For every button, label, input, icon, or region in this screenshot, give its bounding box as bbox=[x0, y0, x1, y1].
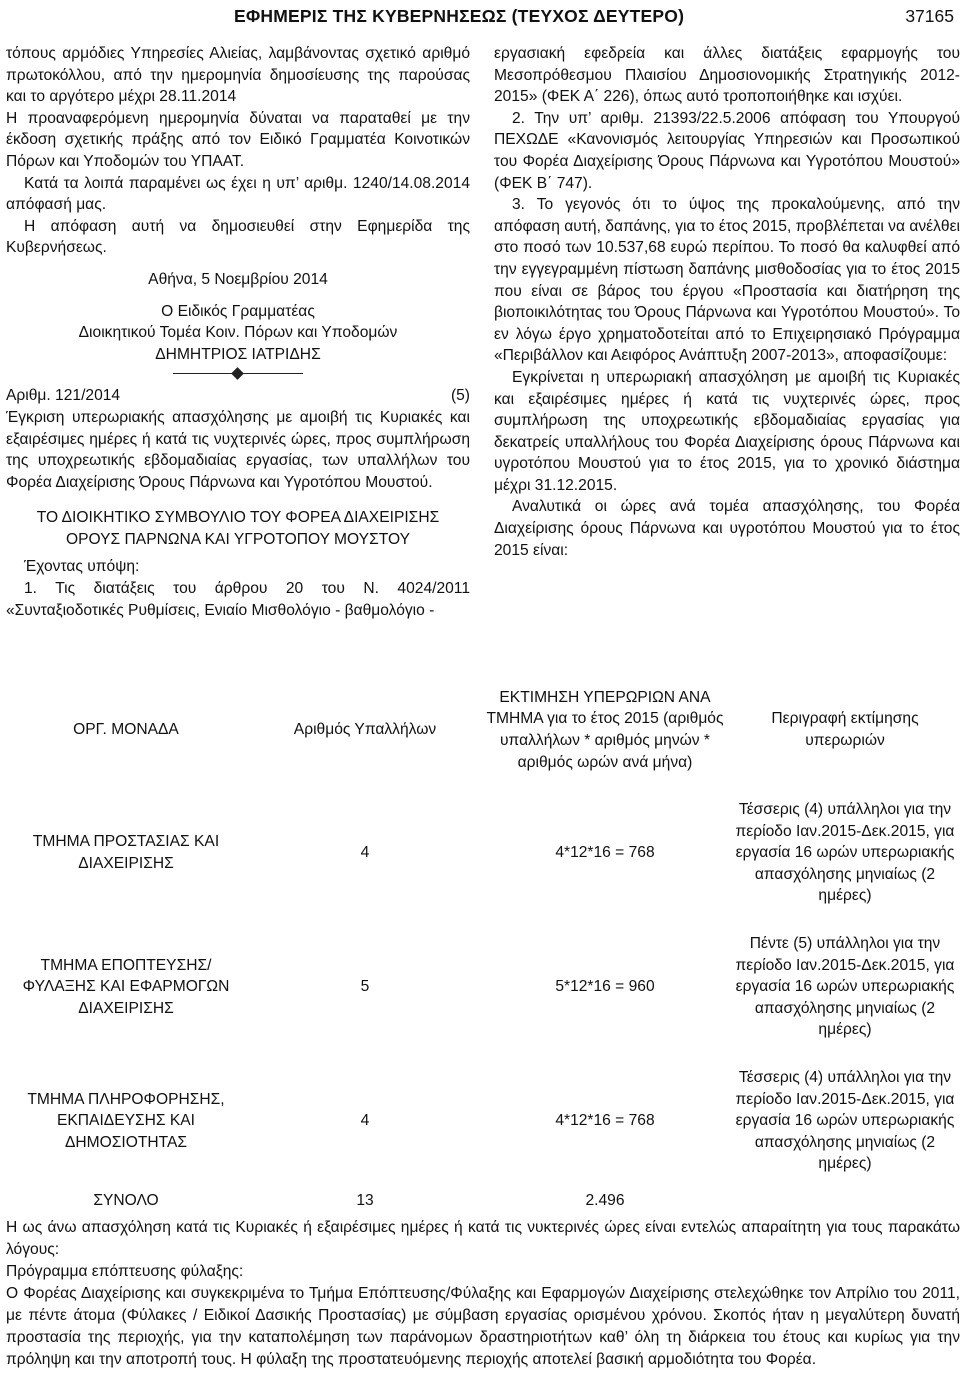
total-label: ΣΥΝΟΛΟ bbox=[93, 1192, 159, 1210]
header-unit: ΟΡΓ. ΜΟΝΑΔΑ bbox=[73, 721, 179, 739]
decision-title: Έγκριση υπερωριακής απασχόλησης με αμοιβή τις Κυριακές και εξαιρέσιμες ημέρες ή κατά τις νυχτερινές ώρες, προς συμπλήρωση της υποχρεωτικής εβδομαδιαίας εργασίας, των υπαλλήλων του Φορέα Διαχείρισης Όρους Πάρνωνα και Υγροτόπου Μουστού. bbox=[6, 408, 470, 491]
paragraph: εργασιακή εφεδρεία και άλλες διατάξεις εφαρμογής του Μεσοπρόθεσμου Πλαισίου Δημοσιονομικής Στρατηγικής 2012-2015» (ΦΕΚ Α΄ 226), όπως αυτό τροποποιήθηκε και ισχύει. bbox=[494, 45, 960, 106]
section-heading: Πρόγραμμα επόπτευσης φύλαξης: bbox=[6, 1263, 244, 1280]
paragraph: 3. Το γεγονός ότι το ύψος της προκαλούμενης, από την απόφαση αυτή, δαπάνης, για το έτος 2015, προβλέπεται να ανέλθει στο ποσό των 10.537,68 ευρώ περίπου. Το ποσό θα καλυφθεί από την εγγεγραμμένη πίστωση δαπάνης μισθοδοσίας για το έτος 2015 που είναι σε βάρος του έργου «Προστασία και διατήρηση της βιοποικιλότητας του Όρους Πάρνωνα και Υγροτόπου Μουστού». Το εν λόγω έργο χρηματοδοτείται από το Επιχειρησιακό Πρόγραμμα «Περιβάλλον και Αειφόρος Ανάπτυξη 2007-2013», αποφασίζουμε: bbox=[494, 196, 960, 365]
board-title-line: ΤΟ ΔΙΟΙΚΗΤΙΚΟ ΣΥΜΒΟΥΛΙΟ ΤΟΥ ΦΟΡΕΑ ΔΙΑΧΕΙΡΙΣΗΣ bbox=[36, 509, 440, 527]
total-employees: 13 bbox=[356, 1192, 374, 1210]
table-row bbox=[2, 1054, 960, 1188]
cell-employees: 5 bbox=[360, 978, 370, 996]
board-title bbox=[6, 507, 470, 550]
cell-unit: ΤΜΗΜΑ ΠΡΟΣΤΑΣΙΑΣ ΚΑΙ ΔΙΑΧΕΙΡΙΣΗΣ bbox=[32, 833, 220, 872]
signer-name: ΔΗΜΗΤΡΙΟΣ ΙΑΤΡΙΔΗΣ bbox=[155, 345, 321, 363]
board-title-line: ΟΡΟΥΣ ΠΑΡΝΩΝΑ ΚΑΙ ΥΓΡΟΤΟΠΟΥ ΜΟΥΣΤΟΥ bbox=[66, 530, 410, 548]
cell-unit: ΤΜΗΜΑ ΠΛΗΡΟΦΟΡΗΣΗΣ, ΕΚΠΑΙΔΕΥΣΗΣ ΚΑΙ ΔΗΜΟΣΙΟΤΗΤΑΣ bbox=[27, 1090, 225, 1151]
header-estimate: ΕΚΤΙΜΗΣΗ ΥΠΕΡΩΡΙΩΝ ΑΝΑ ΤΜΗΜΑ για το έτος 2015 (αριθμός υπαλλήλων * αριθμός μηνών * αριθμός ωρών ανά μήνα) bbox=[486, 688, 724, 771]
overtime-table bbox=[2, 674, 960, 1214]
cell-estimate: 4*12*16 = 768 bbox=[555, 1112, 655, 1130]
paragraph: Ο Φορέας Διαχείρισης και συγκεκριμένα το Τμήμα Επόπτευσης/Φύλαξης και Εφαρμογών Διαχείρισης στελεχώθηκε τον Απρίλιο του 2011, με πέντε άτομα (Φύλακες / Ειδικοί Δασικής Προστασίας) με σύμβαση εργασίας ορισμένου χρόνου. Σκοπός ήταν η μεγαλύτερη δυνατή προστασία της περιοχής, για την καταπολέμηση των παράνομων δραστηριοτήτων καθ’ όλη τη διάρκεια του έτους και κυρίως για την πρόληψη και την αποτροπή τους. Η φύλαξη της προστατευόμενης περιοχής αποτελεί βασική αρμοδιότητα του Φορέα. bbox=[6, 1285, 960, 1368]
total-empty bbox=[730, 1188, 960, 1214]
paragraph: Η ως άνω απασχόληση κατά τις Κυριακές ή εξαιρέσιμες ημέρες ή κατά τις νυκτερινές ώρες είναι εντελώς απαραίτητη για τους παρακάτω λόγους: bbox=[6, 1219, 960, 1258]
paragraph: Αναλυτικά οι ώρες ανά τομέα απασχόλησης, του Φορέα Διαχείρισης όρους Πάρνωνα και υγροτόπου Μουστού για το έτος 2015 είναι: bbox=[494, 498, 960, 559]
paragraph: Κατά τα λοιπά παραμένει ως έχει η υπ’ αριθμ. 1240/14.08.2014 απόφασή μας. bbox=[6, 174, 470, 214]
total-estimate: 2.496 bbox=[585, 1192, 625, 1210]
paragraph: τόπους αρμόδιες Υπηρεσίες Αλιείας, λαμβάνοντας σχετικό αριθμό πρωτοκόλλου, από την ημερομηνία δημοσίευσης της παρούσας και το αργότερο μέχρι 28.11.2014 bbox=[6, 45, 470, 106]
page-number: 37165 bbox=[905, 6, 954, 26]
paragraph: 2. Την υπ’ αριθμ. 21393/22.5.2006 απόφαση του Υπουργού ΠΕΧΩΔΕ «Κανονισμός λειτουργίας Υπηρεσιών και Προσωπικού του Φορέα Διαχείρισης Όρους Πάρνωνα και Υγροτόπου Μουστού» (ΦΕΚ Β΄ 747). bbox=[494, 109, 960, 192]
gazette-title: ΕΦΗΜΕΡΙΣ ΤΗΣ ΚΥΒΕΡΝΗΣΕΩΣ (ΤΕΥΧΟΣ ΔΕΥΤΕΡΟ) bbox=[234, 6, 685, 26]
paragraph: Εγκρίνεται η υπερωριακή απασχόληση με αμοιβή τις Κυριακές και εξαιρέσιμες ημέρες ή κατά τις νυχτερινές ώρες, προς συμπλήρωση της υποχρεωτικής εβδομαδιαίας εργασίας για δεκατρείς υπαλλήλους του Φορέα Διαχείρισης όρους Πάρνωνα και υγροτόπου Μουστού για το έτος 2015, για το χρονικό διάστημα μέχρι 31.12.2015. bbox=[494, 368, 960, 494]
paragraph: Η απόφαση αυτή να δημοσιευθεί στην Εφημερίδα της Κυβερνήσεως. bbox=[6, 217, 470, 257]
place-date: Αθήνα, 5 Νοεμβρίου 2014 bbox=[148, 270, 328, 288]
cell-description: Τέσσερις (4) υπάλληλοι για την περίοδο Ιαν.2015-Δεκ.2015, για εργασία 16 ωρών υπερωριακής απασχόλησης μηνιαίως (2 ημέρες) bbox=[735, 801, 955, 905]
decision-number: Αριθμ. 121/2014 bbox=[6, 387, 121, 405]
table-row bbox=[2, 920, 960, 1054]
cell-description: Πέντε (5) υπάλληλοι για την περίοδο Ιαν.2015-Δεκ.2015, για εργασία 16 ωρών υπερωριακής απασχόλησης μηνιαίως (2 ημέρες) bbox=[735, 935, 955, 1039]
left-column bbox=[6, 43, 470, 621]
decision-header bbox=[6, 385, 470, 407]
page-header bbox=[0, 0, 960, 30]
paragraph: 1. Τις διατάξεις του άρθρου 20 του Ν. 4024/2011 «Συνταξιοδοτικές Ρυθμίσεις, Ενιαίο Μισθολόγιο - βαθμολόγιο - bbox=[6, 580, 470, 619]
table-header-row bbox=[2, 674, 960, 786]
decision-index: (5) bbox=[450, 387, 470, 405]
table-total-row bbox=[2, 1188, 960, 1214]
cell-employees: 4 bbox=[360, 1112, 370, 1130]
closing-section bbox=[6, 1217, 960, 1371]
paragraph: Η προαναφερόμενη ημερομηνία δύναται να παραταθεί με την έκδοση σχετικής πράξης από τον Ειδικό Γραμματέα Κοινοτικών Πόρων και Υποδομών του ΥΠΑΑΤ. bbox=[6, 109, 470, 170]
signer-title: Ο Ειδικός Γραμματέας bbox=[161, 302, 315, 320]
header-description: Περιγραφή εκτίμησης υπερωριών bbox=[771, 710, 919, 749]
right-column bbox=[494, 43, 960, 561]
cell-unit: ΤΜΗΜΑ ΕΠΟΠΤΕΥΣΗΣ/ΦΥΛΑΞΗΣ ΚΑΙ ΕΦΑΡΜΟΓΩΝ ΔΙΑΧΕΙΡΙΣΗΣ bbox=[22, 956, 230, 1017]
cell-estimate: 5*12*16 = 960 bbox=[555, 978, 655, 996]
header-employees: Αριθμός Υπαλλήλων bbox=[293, 721, 437, 739]
diamond-icon bbox=[231, 367, 244, 380]
cell-description: Τέσσερις (4) υπάλληλοι για την περίοδο Ιαν.2015-Δεκ.2015, για εργασία 16 ωρών υπερωριακής απασχόλησης μηνιαίως (2 ημέρες) bbox=[735, 1069, 955, 1173]
cell-employees: 4 bbox=[360, 844, 370, 862]
table-row bbox=[2, 786, 960, 920]
cell-estimate: 4*12*16 = 768 bbox=[555, 844, 655, 862]
having-regard: Έχοντας υπόψη: bbox=[24, 558, 140, 576]
signer-department: Διοικητικού Τομέα Κοιν. Πόρων και Υποδομών bbox=[78, 324, 398, 342]
section-divider bbox=[173, 367, 303, 381]
